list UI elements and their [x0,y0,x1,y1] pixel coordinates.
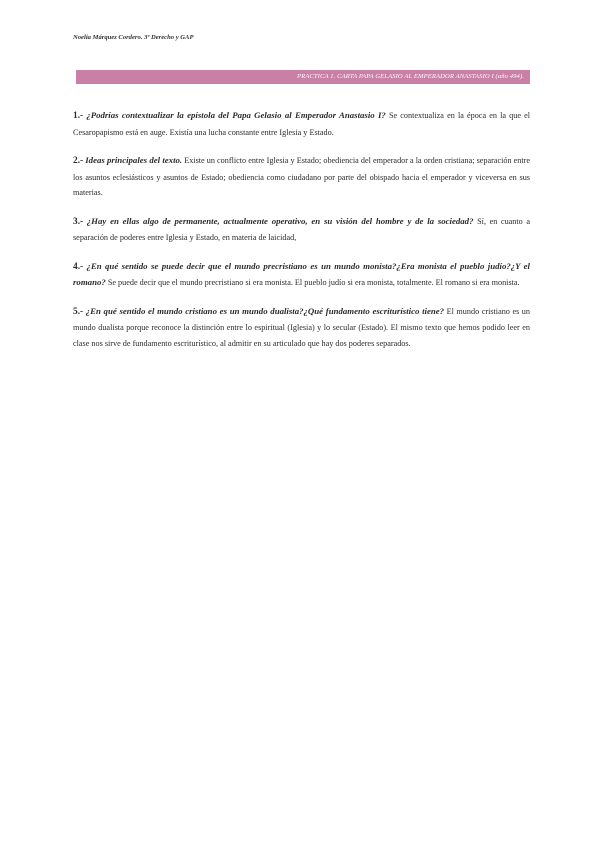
question-item-2 [73,153,530,201]
question-number: 5.- [73,306,84,317]
answer-text: Se puede decir que el mundo precristiano si era monista. El pueblo judío si era monista, totalmente. El romano si era monista. [107,278,520,287]
question-number: 2.- [73,156,84,166]
answer-text: Se contextualiza en la época en la que el Cesaropapismo está en auge. Existía una lucha constante entre Iglesia y Estado. [73,111,531,137]
answer-text: Sí, en cuanto a separación de poderes entre Iglesia y Estado, en materia de laicidad, [73,216,531,242]
question-text: ¿Podrías contextualizar la epístola del Papa Gelasio al Emperador Anastasio I? [86,110,386,120]
question-item-1 [73,108,530,140]
question-number: 3.- [73,216,84,227]
question-item-4 [73,259,530,291]
question-number: 1.- [73,111,84,121]
answer-text: El mundo cristiano es un mundo dualista porque reconoce la distinción entre lo espiritual (Iglesia) y lo secular (Estado). El mismo texto que hemos podido leer en clase nos sirve de fundamento escriturístico, al admitir en su articulado que hay dos poderes separados. [73,306,530,348]
question-item-3 [73,214,530,246]
question-text: ¿En qué sentido se puede decir que el mundo precristiano es un mundo monista?¿Era monista el pueblo judío?¿Y el romano? [73,260,531,287]
questions-list [73,108,530,364]
question-item-5 [73,304,530,352]
author-header: Noelia Márquez Cordero. 3º Derecho y GAP [73,34,194,41]
practice-title-banner: PRACTICA 1. CARTA PAPA GELASIO AL EMPERADOR ANASTASIO I (año 494). [76,70,530,84]
question-text: ¿Hay en ellas algo de permanente, actualmente operativo, en su visión del hombre y de la sociedad? [86,215,474,226]
answer-text: Existe un conflicto entre Iglesia y Estado; obediencia del emperador a la orden cristiana; separación entre los asuntos eclesiásticos y asuntos de Estado; obediencia como ciudadano por parte del obispado hacia el emperador y viceversa en sus materias. [73,156,531,197]
question-number: 4.- [73,261,84,272]
question-text: ¿En qué sentido el mundo cristiano es un mundo dualista?¿Qué fundamento escriturístico tiene? [85,305,445,316]
question-text: Ideas principales del texto. [85,155,183,165]
